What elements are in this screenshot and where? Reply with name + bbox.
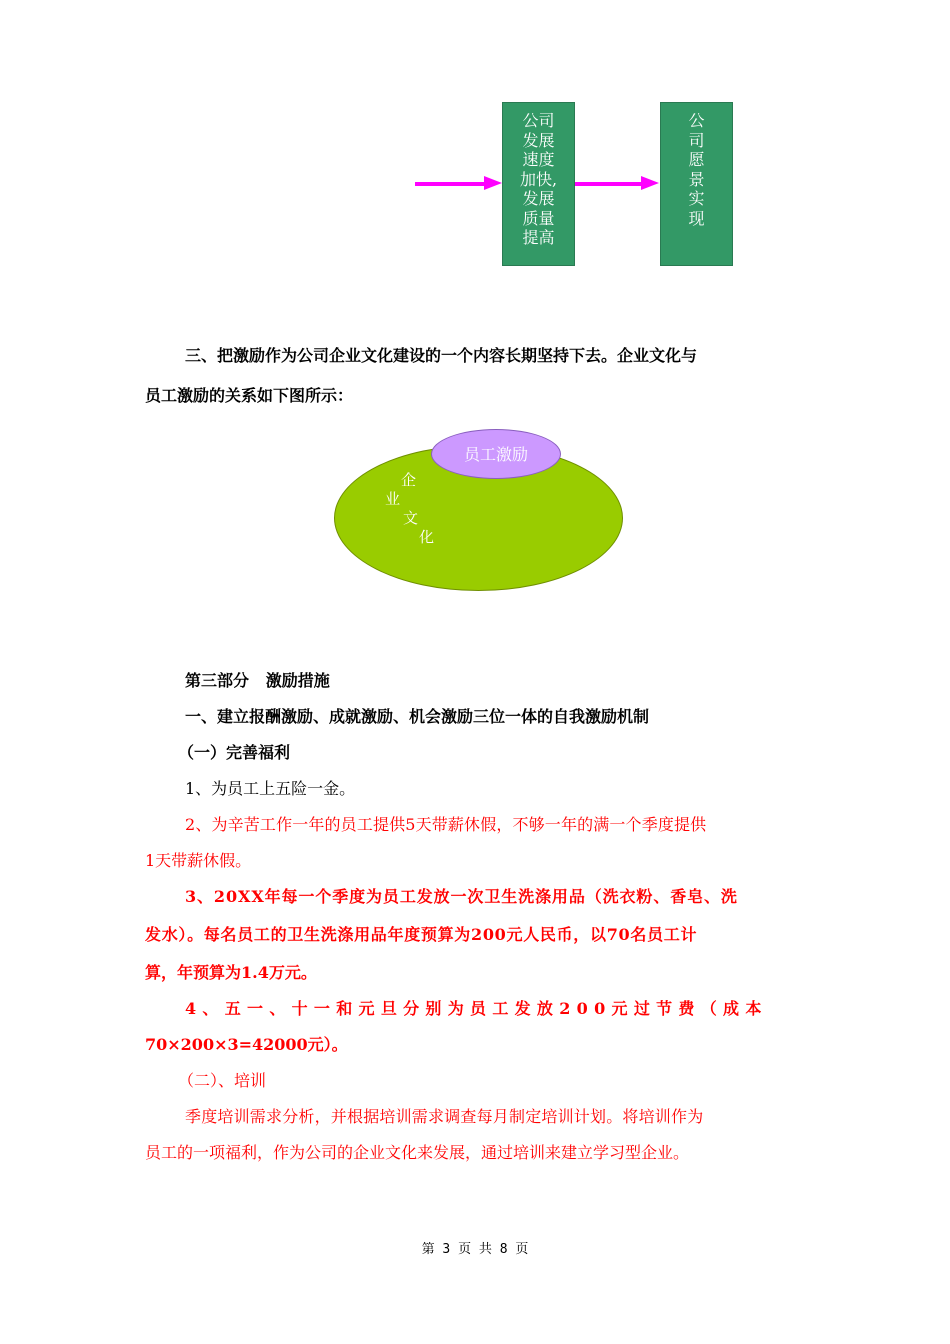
page-footer: 第 3 页 共 8 页 bbox=[421, 1242, 529, 1257]
section3-intro-line1: 三、把激励作为公司企业文化建设的一个内容长期坚持下去。企业文化与 bbox=[185, 346, 698, 365]
arrow-mid-head bbox=[641, 176, 659, 190]
flow-box-vision: 公 司 愿 景 实 现 bbox=[660, 102, 733, 266]
arrow-in-head bbox=[484, 176, 502, 190]
item2-line2: 1天带薪休假。 bbox=[145, 851, 252, 870]
training-line2: 员工的一项福利，作为公司的企业文化来发展，通过培训来建立学习型企业。 bbox=[145, 1143, 690, 1162]
item3-line1: 3、20XX年每一个季度为员工发放一次卫生洗涤用品（洗衣粉、香皂、洗 bbox=[185, 887, 738, 906]
part3-title: 第三部分 激励措施 bbox=[185, 671, 330, 690]
arrow-mid-shaft bbox=[575, 182, 643, 186]
culture-char-2: 业 bbox=[385, 490, 401, 508]
section3-intro-line2: 员工激励的关系如下图所示： bbox=[145, 386, 354, 405]
item2-line1: 2、为辛苦工作一年的员工提供5天带薪休假，不够一年的满一个季度提供 bbox=[185, 815, 707, 834]
part3-sub1: （一）完善福利 bbox=[178, 743, 291, 762]
arrow-in-shaft bbox=[415, 182, 487, 186]
employee-incentive-ellipse: 员工激励 bbox=[431, 429, 561, 479]
item1: 1、为员工上五险一金。 bbox=[185, 779, 356, 798]
culture-char-4: 化 bbox=[419, 528, 435, 546]
culture-char-1: 企 bbox=[401, 471, 417, 489]
training-line1: 季度培训需求分析，并根据培训需求调查每月制定培训计划。将培训作为 bbox=[185, 1107, 704, 1126]
item3-line2: 发水）。每名员工的卫生洗涤用品年度预算为200元人民币，以70名员工计 bbox=[145, 925, 698, 944]
part3-heading1: 一、建立报酬激励、成就激励、机会激励三位一体的自我激励机制 bbox=[185, 707, 650, 726]
flow-box-development: 公司 发展 速度 加快, 发展 质量 提高 bbox=[502, 102, 575, 266]
item4-line2: 70×200×3=42000元）。 bbox=[145, 1035, 348, 1054]
culture-char-3: 文 bbox=[403, 509, 419, 527]
part3-sub2: （二）、培训 bbox=[178, 1071, 267, 1090]
item3-line3: 算，年预算为1.4万元。 bbox=[145, 963, 317, 982]
item4-line1: 4、五一、十一和元旦分别为员工发放200元过节费（成本 bbox=[185, 999, 768, 1018]
